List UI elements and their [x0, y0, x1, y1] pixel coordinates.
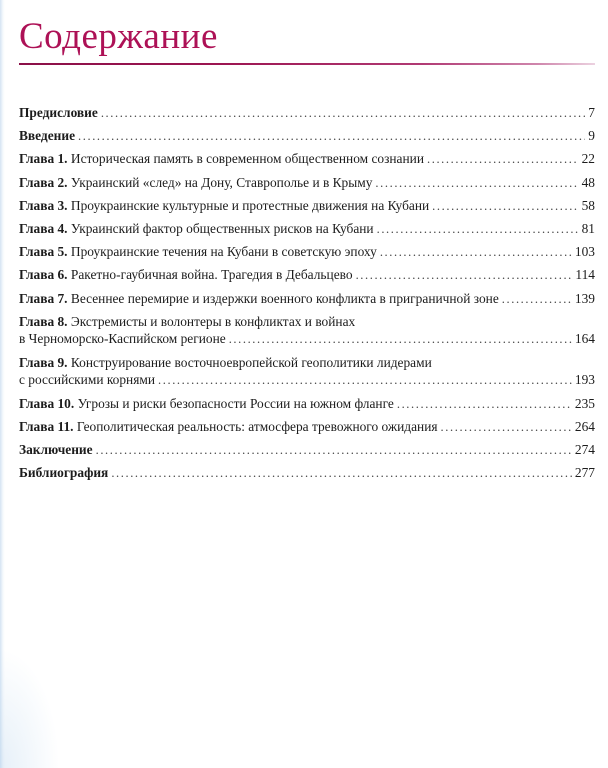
toc-entry-label: [19, 441, 93, 458]
toc-entry-label: [19, 418, 438, 435]
toc-page-number: 7: [588, 105, 595, 120]
toc-entry-heading: Заключение: [19, 442, 93, 458]
toc-entry-title: Экстремисты и волонтеры в конфликтах и войнах: [67, 313, 356, 329]
toc-page-number: 48: [581, 174, 595, 190]
toc-entry: [19, 127, 595, 145]
toc-entry-heading: Глава 9.: [19, 354, 68, 370]
toc-entry-heading: Глава 10.: [19, 395, 75, 411]
toc-page-number: 139: [574, 290, 595, 306]
toc-entry-heading: Глава 6.: [19, 267, 68, 283]
toc-list: [19, 104, 595, 482]
toc-leader-dots: [96, 441, 572, 459]
toc-entry-title: Историческая память в современном общественном сознании: [67, 151, 424, 167]
toc-leader-dots: [356, 266, 573, 284]
toc-entry-heading: Глава 1.: [19, 151, 68, 167]
toc-entry-heading: Глава 5.: [19, 244, 68, 260]
toc-entry: [19, 243, 595, 261]
toc-entry-label: [19, 243, 377, 260]
toc-entry: [19, 354, 595, 371]
toc-entry: [19, 418, 595, 436]
toc-entry-title: Украинский фактор общественных рисков на Кубани: [67, 220, 374, 236]
page-title: Содержание: [19, 16, 218, 57]
toc-entry-label: [19, 354, 432, 371]
toc-page-number: 9: [588, 128, 595, 144]
toc-entry: [19, 104, 595, 122]
toc-entry: [19, 197, 595, 215]
toc-entry-heading: Библиография: [19, 465, 109, 481]
toc-entry-heading: Глава 11.: [19, 418, 74, 434]
toc-page-number: 103: [574, 244, 595, 260]
toc-leader-dots: [427, 150, 579, 168]
toc-entry-label: [19, 330, 226, 347]
toc-leader-dots: [432, 197, 578, 215]
toc-entry-title: Конструирование восточноевропейской геополитики лидерами: [67, 354, 432, 370]
toc-leader-dots: [101, 104, 585, 122]
toc-entry-title: Ракетно-гаубичная война. Трагедия в Дебальцево: [67, 267, 353, 283]
toc-entry-label: [19, 174, 372, 191]
toc-entry: [19, 290, 595, 308]
toc-entry-label: [19, 313, 355, 330]
toc-leader-dots: [158, 371, 572, 389]
toc-entry-title: Проукраинские культурные и протестные движения на Кубани: [67, 197, 430, 213]
toc-leader-dots: [397, 395, 572, 413]
toc-entry-label: [19, 220, 374, 237]
toc-leader-dots: [111, 464, 572, 482]
title-rule: [19, 63, 595, 65]
toc-entry-label: [19, 127, 75, 144]
toc-leader-dots: [380, 243, 572, 261]
toc-page-number: 274: [574, 442, 595, 458]
toc-page-number: 22: [581, 151, 595, 167]
toc-entry-label: [19, 266, 353, 283]
toc-page-number: 164: [574, 331, 595, 347]
toc-page-number: 193: [574, 372, 595, 388]
toc-entry-title: Весеннее перемирие и издержки военного конфликта в приграничной зоне: [67, 290, 499, 306]
toc-leader-dots: [502, 290, 572, 308]
toc-entry: [19, 441, 595, 459]
toc-entry-heading: Глава 7.: [19, 290, 68, 306]
toc-leader-dots: [78, 127, 585, 145]
toc-entry-label: [19, 104, 98, 121]
toc-entry-title: Проукраинские течения на Кубани в советскую эпоху: [67, 244, 377, 260]
toc-leader-dots: [229, 330, 572, 348]
toc-leader-dots: [375, 174, 578, 192]
toc-entry: [19, 313, 595, 330]
toc-entry-heading: Предисловие: [19, 105, 98, 120]
toc-page-number: 235: [574, 395, 595, 411]
toc-entry-label: [19, 464, 108, 481]
toc-entry-heading: Глава 4.: [19, 220, 68, 236]
toc-entry-heading: Глава 2.: [19, 174, 68, 190]
toc-page-number: 114: [575, 267, 595, 283]
toc-entry-label: [19, 197, 429, 214]
scan-corner-artifact: [0, 648, 60, 768]
toc-entry: [19, 174, 595, 192]
toc-entry: [19, 266, 595, 284]
toc-entry-label: [19, 371, 155, 388]
toc-entry-title: Геополитическая реальность: атмосфера тревожного ожидания: [73, 418, 438, 434]
toc-entry-continuation: [19, 371, 595, 389]
toc-entry: [19, 150, 595, 168]
toc-leader-dots: [377, 220, 579, 238]
toc-entry-continuation: [19, 330, 595, 348]
toc-page-number: 277: [574, 465, 595, 481]
toc-entry-label: [19, 150, 424, 167]
toc-entry-label: [19, 395, 394, 412]
toc-entry-heading: Глава 3.: [19, 197, 68, 213]
toc-entry: [19, 220, 595, 238]
toc-entry-title: с российскими корнями: [19, 372, 156, 388]
toc-page-number: 58: [581, 197, 595, 213]
toc-entry-label: [19, 290, 499, 307]
toc-page-number: 264: [574, 418, 595, 434]
toc-entry-title: Угрозы и риски безопасности России на южном фланге: [74, 395, 394, 411]
toc-entry-title: в Черноморско-Каспийском регионе: [19, 331, 226, 347]
toc-entry-title: Украинский «след» на Дону, Ставрополье и в Крыму: [67, 174, 373, 190]
toc-leader-dots: [441, 418, 572, 436]
toc-page-number: 81: [581, 220, 595, 236]
toc-entry-heading: Введение: [19, 128, 76, 144]
toc-entry: [19, 464, 595, 482]
toc-entry: [19, 395, 595, 413]
toc-entry-heading: Глава 8.: [19, 313, 68, 329]
